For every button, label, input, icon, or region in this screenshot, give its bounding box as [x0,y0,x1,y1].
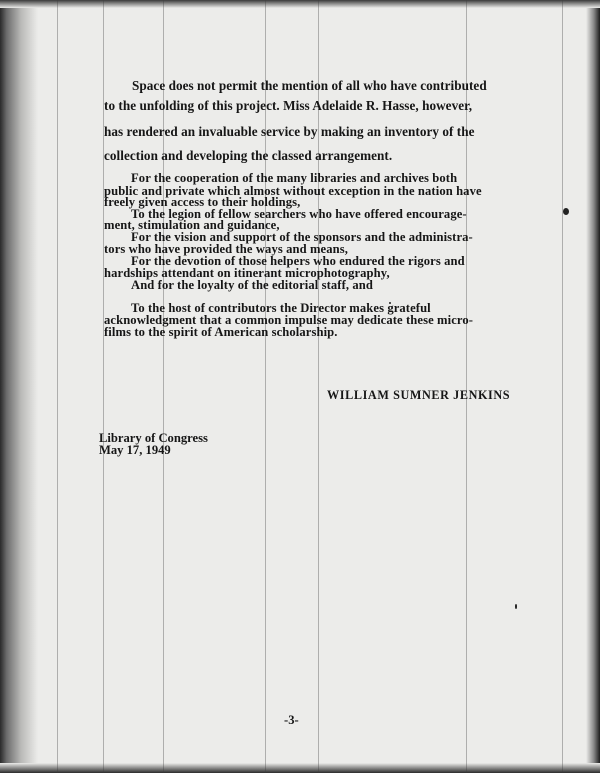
paragraph1-line: has rendered an invaluable service by making an inventory of the [104,124,475,139]
ink-blot [563,208,569,215]
paragraph1-line: to the unfolding of this project. Miss Adelaide R. Hasse, however, [104,98,473,113]
scan-line [265,0,266,773]
paragraph1-line: Space does not permit the mention of all who have contributed [132,78,487,93]
paragraph2-line: hardships attendant on itinerant microphotography, [104,266,390,280]
paragraph2-line: ment, stimulation and guidance, [104,218,280,232]
scan-line [163,0,164,773]
paragraph2-line: To the legion of fellow searchers who have offered encourage- [131,207,467,221]
paragraph2-line: For the devotion of those helpers who endured the rigors and [131,254,465,268]
paragraph2-line: For the vision and support of the sponsors and the administra- [131,230,473,244]
scan-line [466,0,467,773]
date: May 17, 1949 [99,443,171,457]
paragraph2-line: For the cooperation of the many libraries and archives both [131,171,458,185]
paragraph1-line: collection and developing the classed arrangement. [104,148,393,163]
scan-shadow-left [0,0,38,773]
paragraph3-line: acknowledgment that a common impulse may dedicate these micro- [104,313,474,327]
scan-line [103,0,104,773]
page-number: -3- [284,713,299,727]
scan-shadow-right [586,0,600,773]
paragraph2-line: tors who have provided the ways and means, [104,242,348,256]
signature: WILLIAM SUMNER JENKINS [327,388,511,402]
paragraph2-line: And for the loyalty of the editorial staff, and [131,278,373,292]
scan-shadow-top [0,0,600,8]
paragraph2-line: public and private which almost without exception in the nation have [104,184,482,198]
institution: Library of Congress [99,431,208,445]
scan-line [562,0,563,773]
ink-speck [515,604,517,609]
paragraph3-line: To the host of contributors the Director makes grateful [131,301,431,315]
scan-line [318,0,319,773]
paragraph3-line: films to the spirit of American scholarship. [104,325,338,339]
scan-line [57,0,58,773]
scan-shadow-bottom [0,763,600,773]
paragraph2-line: freely given access to their holdings, [104,195,301,209]
